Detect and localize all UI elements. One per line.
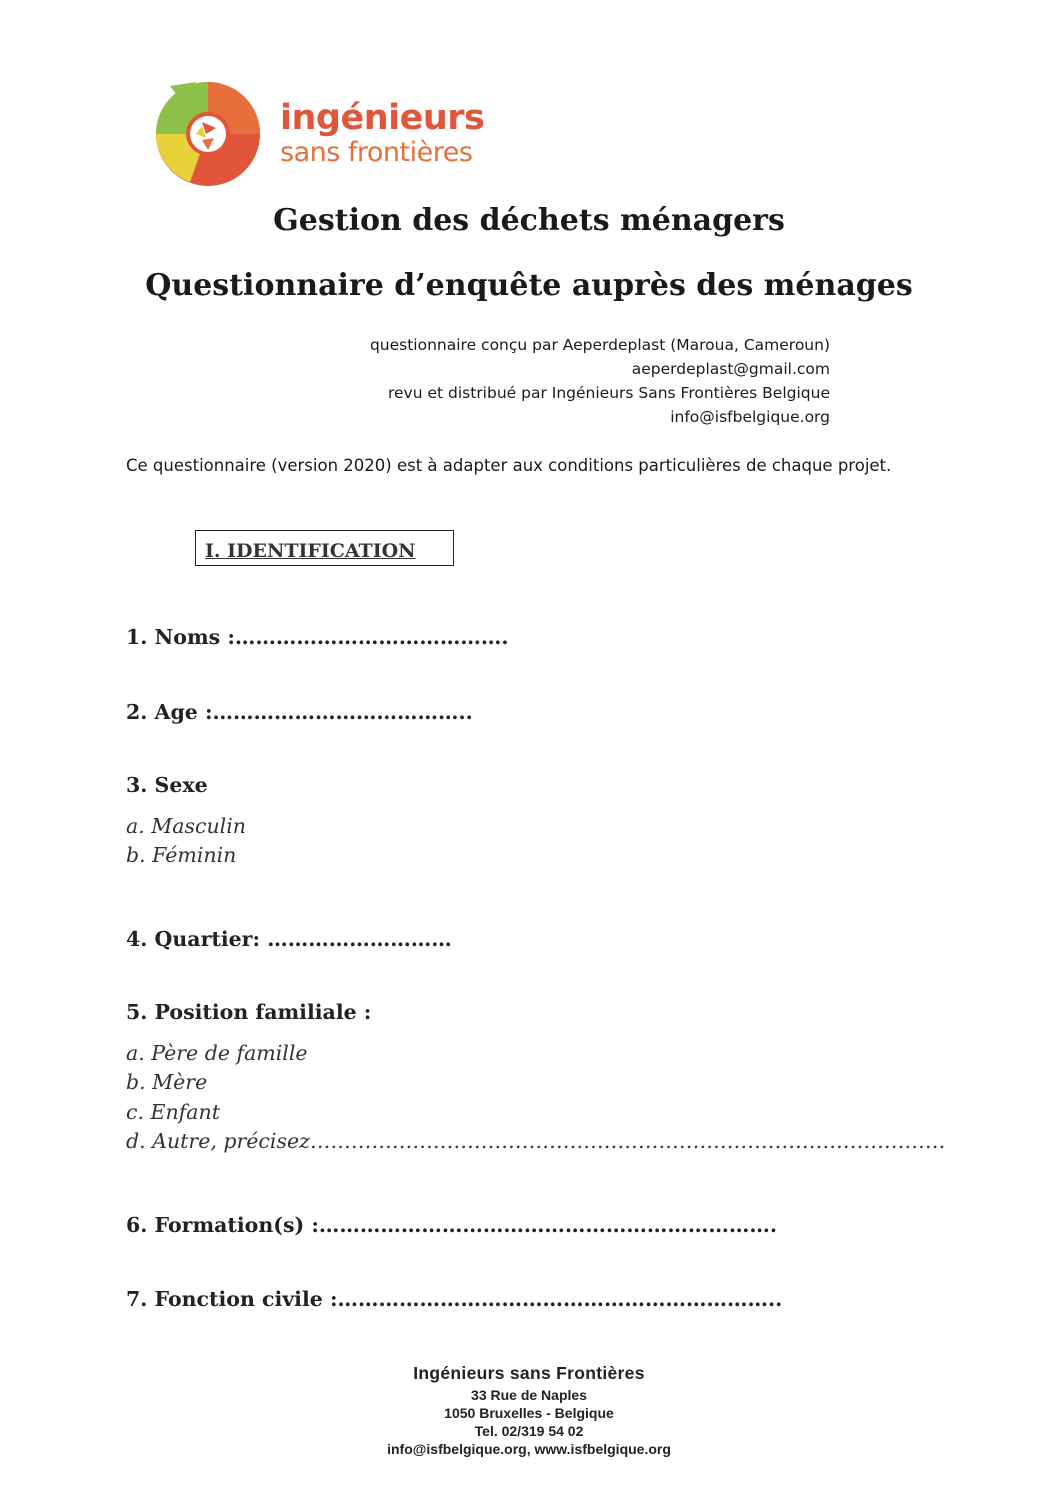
logo-text-sans-frontieres: sans frontières [280, 137, 473, 168]
question-formations: 6. Formation(s) :…………………………………………………………. [126, 1213, 778, 1237]
document-title: Gestion des déchets ménagers [273, 203, 785, 238]
footer-address-city: 1050 Bruxelles - Belgique [444, 1405, 614, 1421]
footer-org-name: Ingénieurs sans Frontières [413, 1363, 645, 1383]
credit-distributor: revu et distribué par Ingénieurs Sans Frontières Belgique [387, 384, 830, 402]
option-enfant: c. Enfant [126, 1100, 220, 1124]
document-subtitle: Questionnaire d’enquête auprès des ménages [145, 268, 913, 303]
question-fonction-civile: 7. Fonction civile :……………………………………………………….. [126, 1287, 783, 1311]
logo-swirl-icon [150, 76, 280, 192]
question-sexe: 3. Sexe [126, 773, 208, 797]
page-footer [0, 1363, 1058, 1458]
option-pere: a. Père de famille [126, 1041, 308, 1065]
footer-phone: Tel. 02/319 54 02 [474, 1423, 584, 1439]
footer-address-street: 33 Rue de Naples [471, 1387, 587, 1403]
option-mere: b. Mère [126, 1070, 208, 1094]
credit-author: questionnaire conçu par Aeperdeplast (Maroua, Cameroun) [369, 336, 830, 354]
option-masculin: a. Masculin [126, 814, 246, 838]
credits-block [370, 333, 830, 429]
question-noms: 1. Noms :…………………………………. [126, 625, 509, 649]
question-quartier: 4. Quartier: ……………………… [126, 927, 452, 951]
credit-distributor-email: info@isfbelgique.org [670, 408, 830, 426]
logo-text-ingenieurs: ingénieurs [280, 98, 485, 138]
question-position-familiale: 5. Position familiale : [126, 1000, 372, 1024]
question-age: 2. Age :……………………………….. [126, 700, 473, 724]
option-feminin: b. Féminin [126, 843, 237, 867]
credit-author-email: aeperdeplast@gmail.com [631, 360, 830, 378]
footer-web: info@isfbelgique.org, www.isfbelgique.org [387, 1441, 671, 1457]
intro-note: Ce questionnaire (version 2020) est à adapter aux conditions particulières de chaque projet. [126, 456, 892, 475]
option-autre: d. Autre, précisez………………………………………………………………………………… [126, 1129, 946, 1153]
section-title: I. IDENTIFICATION [205, 540, 416, 562]
